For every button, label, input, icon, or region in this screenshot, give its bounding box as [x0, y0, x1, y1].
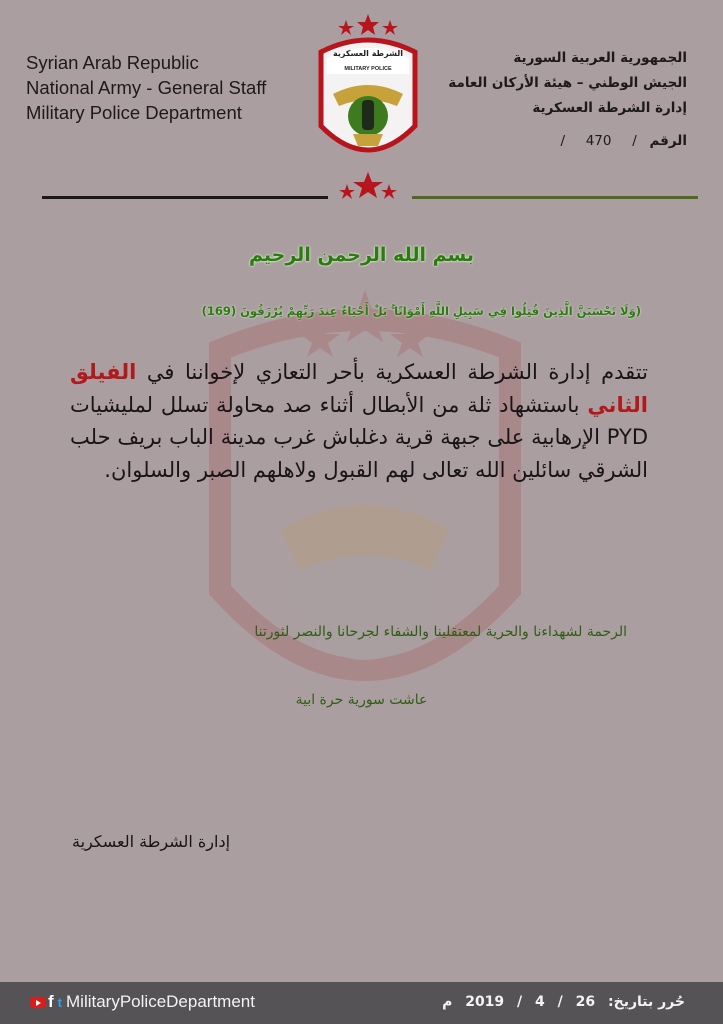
logo-star-top [357, 14, 379, 35]
english-letterhead [26, 50, 266, 125]
reference-value: 470 [585, 133, 612, 149]
logo-star-right [382, 20, 398, 35]
date-year: 2019 [465, 994, 505, 1010]
quran-verse: (وَلَا تَحْسَبَنَّ الَّذِينَ قُتِلُوا فِي سَبِيلِ اللَّهِ أَمْوَاتًا ۚ بَلْ أَحْيَاءٌ عِندَ رَبِّهِمْ يُرْزَقُونَ (169) [201, 304, 641, 318]
reference-separator: / [632, 133, 637, 149]
logo-star-left [338, 20, 354, 35]
date-day: 26 [575, 994, 596, 1010]
reference-label: الرقم [649, 133, 687, 149]
body-part1: تتقدم إدارة الشرطة العسكرية بأحر التعازي لإخواننا في [146, 360, 648, 384]
date-label: حُرر بتاريخ: [608, 994, 685, 1010]
long-live-line: عاشت سورية حرة ابية [295, 692, 428, 708]
date-separator: / [557, 994, 563, 1010]
body-part2: باستشهاد ثلة من الأبطال أثناء صد محاولة تسلل لمليشيات PYD الإرهابية على جبهة قرية دغلباش غرب مدينة الباب بريف حلب الشرقي سائلين الله تعالى لهم القبول ولاهلهم الصبر والسلوان. [70, 392, 648, 482]
date-month: 4 [535, 994, 545, 1010]
social-handle-text: MilitaryPoliceDepartment [66, 992, 255, 1011]
header-rule-green [412, 196, 698, 199]
body-highlight-corps: الفيلق الثاني [70, 360, 648, 417]
ar-header-country: الجمهورية العربية السورية [513, 50, 687, 66]
condolence-paragraph [70, 356, 648, 486]
ar-header-army: الجيش الوطني – هيئة الأركان العامة [448, 75, 687, 91]
en-header-army: National Army - General Staff [26, 77, 267, 98]
date-year-suffix: م [442, 994, 453, 1010]
issue-date [438, 994, 689, 1010]
logo-star-bottom-left [339, 184, 355, 199]
logo-star-bottom-center [353, 172, 383, 198]
youtube-icon [30, 997, 46, 1008]
facebook-icon: f [48, 992, 54, 1011]
military-police-logo [313, 14, 423, 204]
date-separator: / [517, 994, 523, 1010]
basmala: بسم الله الرحمن الرحيم [249, 244, 474, 266]
en-header-country: Syrian Arab Republic [26, 52, 199, 73]
logo-star-bottom-right [381, 184, 397, 199]
reference-separator: / [560, 133, 566, 149]
mercy-line: الرحمة لشهداءنا والحرية لمعتقلينا والشفاء لجرحانا والنصر لثورتنا [254, 624, 627, 640]
logo-title-en: MILITARY POLICE [344, 66, 392, 72]
twitter-icon: t [57, 994, 63, 1010]
logo-title-ar: الشرطة العسكرية [333, 49, 403, 58]
arabic-letterhead [448, 46, 687, 154]
reference-number [448, 129, 687, 154]
signature: إدارة الشرطة العسكرية [72, 832, 231, 851]
en-header-department: Military Police Department [26, 102, 242, 123]
header-rule-black [42, 196, 328, 199]
social-handle[interactable] [30, 992, 255, 1012]
ar-header-department: إدارة الشرطة العسكرية [532, 100, 687, 116]
footer-bar [0, 982, 723, 1024]
